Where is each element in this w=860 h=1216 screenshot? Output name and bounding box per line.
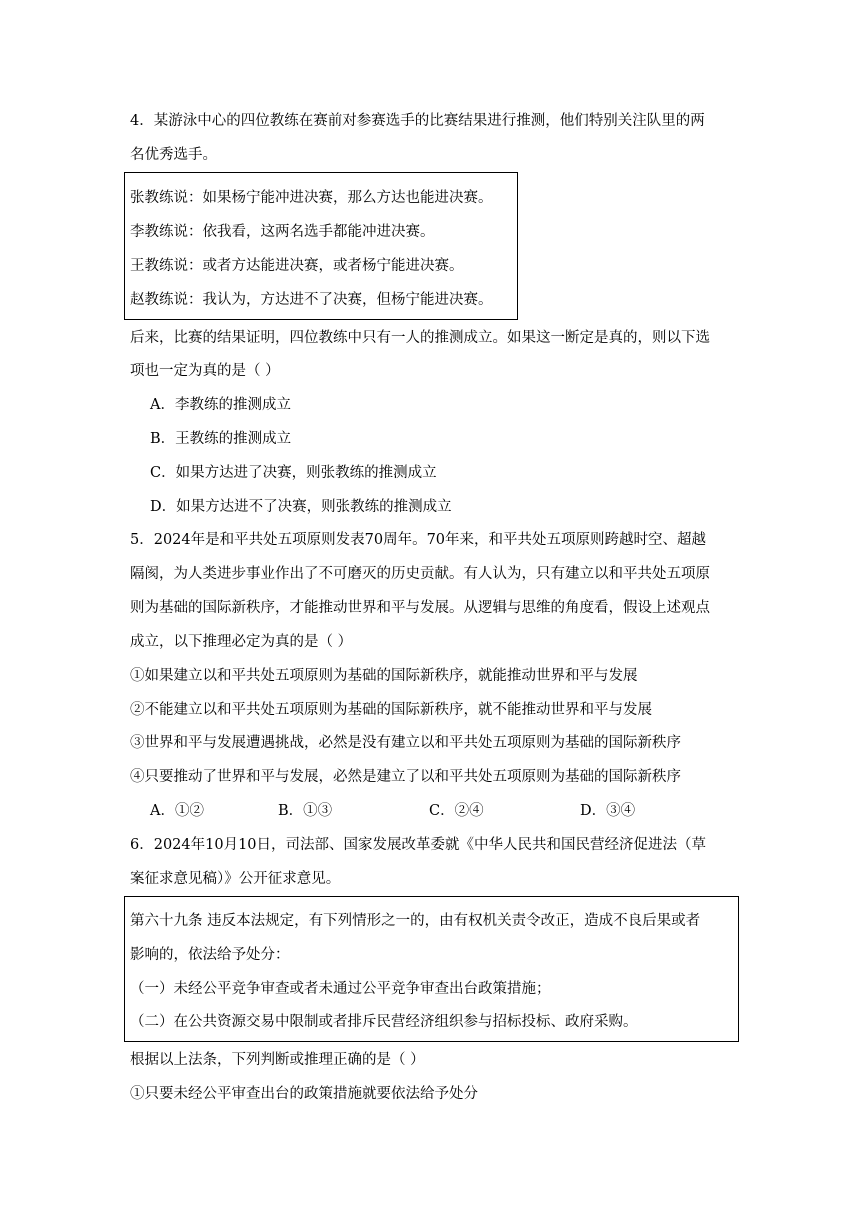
q5-statement-1: ①如果建立以和平共处五项原则为基础的国际新秩序，就能推动世界和平与发展 [130,668,638,684]
q5-stem-line-3: 则为基础的国际新秩序，才能推动世界和平与发展。从逻辑与思维的角度看，假设上述观点 [130,600,710,616]
q4-option-a: A．李教练的推测成立 [150,397,291,413]
q6-law-line: （二）在公共资源交易中限制或者排斥民营经济组织参与招标投标、政府采购。 [130,1014,638,1030]
q4-option-b: B．王教练的推测成立 [150,431,292,447]
q4-quote-line: 张教练说：如果杨宁能冲进决赛，那么方达也能进决赛。 [130,190,493,206]
q6-law-line: 影响的，依法给予处分： [130,947,290,963]
q5-stem-line-1: 5．2024年是和平共处五项原则发表70周年。70年来，和平共处五项原则跨越时空、超越 [130,532,707,548]
q6-after-line: 根据以上法条，下列判断或推理正确的是（ ） [130,1052,425,1068]
q6-law-line: （一）未经公平竞争审查或者未通过公平竞争审查出台政策措施； [130,981,551,997]
q4-quote-line: 王教练说：或者方达能进决赛，或者杨宁能进决赛。 [130,258,464,274]
q5-statement-2: ②不能建立以和平共处五项原则为基础的国际新秩序，就不能推动世界和平与发展 [130,702,652,718]
q6-law-box [124,896,739,1042]
q6-statement-1: ①只要未经公平审查出台的政策措施就要依法给予处分 [130,1086,478,1102]
q4-option-d: D．如果方达进不了决赛，则张教练的推测成立 [150,499,452,515]
q5-option-a: A．①② [150,803,204,819]
q4-quote-box [124,172,518,320]
q6-law-line: 第六十九条 违反本法规定，有下列情形之一的，由有权机关责令改正，造成不良后果或者 [130,913,701,929]
q5-stem-line-4: 成立，以下推理必定为真的是（ ） [130,634,353,650]
q5-option-b: B．①③ [278,803,333,819]
q6-stem-line-1: 6．2024年10月10日，司法部、国家发展改革委就《中华人民共和国民营经济促进法（草 [130,837,707,853]
q4-option-c: C．如果方达进了决赛，则张教练的推测成立 [150,465,437,481]
q5-option-d: D．③④ [580,803,636,819]
q5-option-c: C．②④ [429,803,484,819]
q4-after-line-2: 项也一定为真的是（ ） [130,363,280,379]
q5-statement-4: ④只要推动了世界和平与发展，必然是建立了以和平共处五项原则为基础的国际新秩序 [130,769,681,785]
q5-stem-line-2: 隔阂，为人类进步事业作出了不可磨灭的历史贡献。有人认为，只有建立以和平共处五项原 [130,566,710,582]
q4-after-line-1: 后来，比赛的结果证明，四位教练中只有一人的推测成立。如果这一断定是真的，则以下选 [130,330,710,346]
q5-options-row [150,801,670,821]
q6-stem-line-2: 案征求意见稿）》公开征求意见。 [130,871,341,887]
q4-stem-line-1: 4．某游泳中心的四位教练在赛前对参赛选手的比赛结果进行推测，他们特别关注队里的两 [130,113,705,129]
q4-quote-line: 李教练说：依我看，这两名选手都能冲进决赛。 [130,224,435,240]
q4-quote-line: 赵教练说：我认为，方达进不了决赛，但杨宁能进决赛。 [130,292,493,308]
q5-statement-3: ③世界和平与发展遭遇挑战，必然是没有建立以和平共处五项原则为基础的国际新秩序 [130,735,681,751]
q4-stem-line-2: 名优秀选手。 [130,147,217,163]
